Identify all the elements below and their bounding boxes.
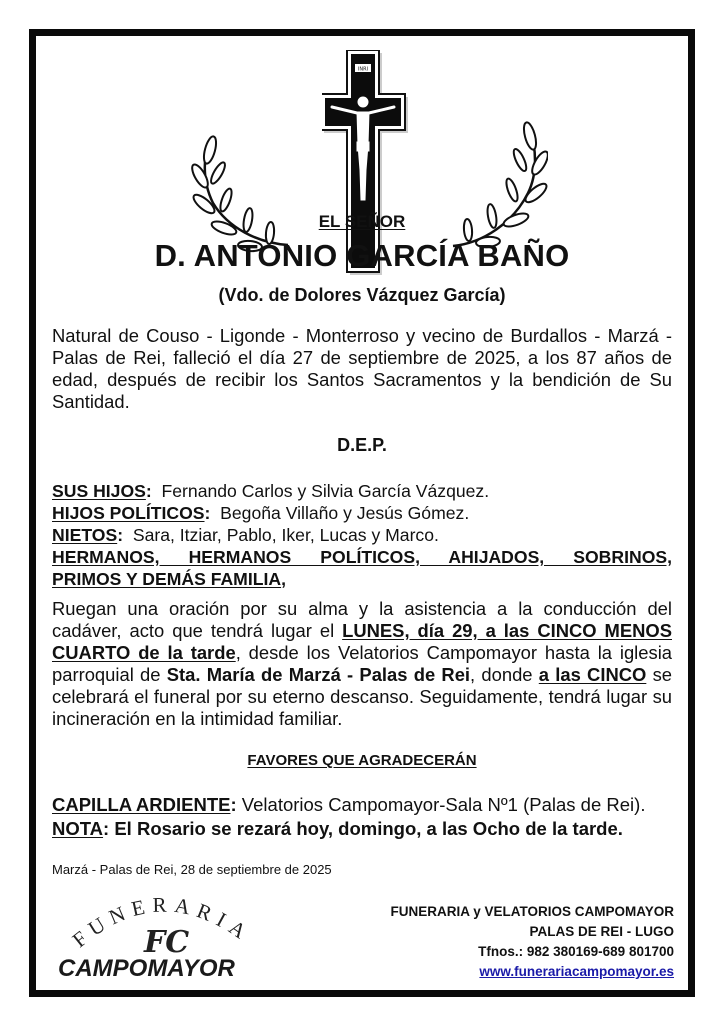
nota-line <box>52 817 645 841</box>
contact-block <box>390 902 674 982</box>
children-label: SUS HIJOS <box>52 481 146 501</box>
company-name: FUNERARIA y VELATORIOS CAMPOMAYOR <box>390 904 674 919</box>
funeraria-campomayor-logo <box>56 888 286 980</box>
widower-note: (Vdo. de Dolores Vázquez García) <box>218 285 506 305</box>
logo-arc-text: FUNERARIA <box>67 892 257 953</box>
colon: : <box>117 525 124 545</box>
grandchildren-names: Sara, Itziar, Pablo, Iker, Lucas y Marco. <box>132 525 439 545</box>
children-line <box>52 480 672 502</box>
other-relatives-text: PRIMOS Y DEMÁS FAMILIA <box>52 569 282 589</box>
grandchildren-line <box>52 524 672 546</box>
logo-name: CAMPOMAYOR <box>58 955 235 980</box>
nota-value: : El Rosario se rezará hoy, domingo, a las Ocho de la tarde. <box>103 818 623 839</box>
inri-label: INRI <box>357 66 369 73</box>
funeral-time: a las CINCO <box>538 664 647 685</box>
in-laws-line <box>52 502 672 524</box>
capilla-section <box>52 793 645 841</box>
deceased-name: D. ANTONIO GARCÍA BAÑO <box>154 238 570 273</box>
grandchildren-label: NIETOS <box>52 525 118 545</box>
title-prefix: EL SEÑOR <box>318 212 406 231</box>
children-names: Fernando Carlos y Silvia García Vázquez. <box>161 481 490 501</box>
in-laws-label: HIJOS POLÍTICOS <box>52 503 205 523</box>
company-location: PALAS DE REI - LUGO <box>529 924 674 939</box>
in-laws-names: Begoña Villaño y Jesús Gómez. <box>220 503 470 523</box>
capilla-line <box>52 793 645 817</box>
capilla-label: CAPILLA ARDIENTE <box>52 794 231 815</box>
obituary-paragraph: Natural de Couso - Ligonde - Monterroso y vecino de Burdallos - Marzá - Palas de Rei, falleció el día 27 de septiembre de 2025, a los 87 años de edad, después de recibir los Santos Sacramentos y la bendición de Su Santidad. <box>52 325 672 412</box>
colon: : <box>204 503 211 523</box>
nota-label: NOTA <box>52 818 104 839</box>
capilla-value: Velatorios Campomayor-Sala Nº1 (Palas de Rei). <box>236 794 646 815</box>
favores-heading: FAVORES QUE AGRADECERÁN <box>247 752 477 769</box>
colon: : <box>145 481 152 501</box>
laurel-branch-right-icon <box>448 118 548 258</box>
other-relatives-line-1: HERMANOS, HERMANOS POLÍTICOS, AHIJADOS, SOBRINOS, <box>52 547 672 567</box>
logo-monogram: FC <box>144 925 190 960</box>
other-relatives-line-2 <box>52 568 672 590</box>
colon: : <box>230 794 237 815</box>
ceremony-text-3: , donde <box>470 664 539 685</box>
ceremony-time: LUNES, día 29, a las CINCO MENOS CUARTO de la tarde <box>52 620 672 663</box>
company-phones: Tfnos.: 982 380169-689 801700 <box>478 944 674 959</box>
ceremony-text-2: , desde los Velatorios Campomayor hasta la iglesia parroquial de <box>52 642 673 685</box>
website-link[interactable]: www.funerariacampomayor.es <box>479 964 674 979</box>
ceremony-paragraph <box>52 598 672 730</box>
ceremony-text-4: se celebrará el funeral por su eterno descanso. Seguidamente, tendrá lugar su incineración en la intimidad familiar. <box>52 664 672 729</box>
comma: , <box>281 569 286 589</box>
church-name: Sta. María de Marzá - Palas de Rei <box>166 664 471 685</box>
dep-label: D.E.P. <box>337 435 387 455</box>
dateline: Marzá - Palas de Rei, 28 de septiembre de 2025 <box>52 862 332 877</box>
family-section <box>52 480 672 590</box>
ceremony-text-1: Ruegan una oración por su alma y la asistencia a la conducción del cadáver, acto que tendrá lugar el <box>52 598 672 641</box>
